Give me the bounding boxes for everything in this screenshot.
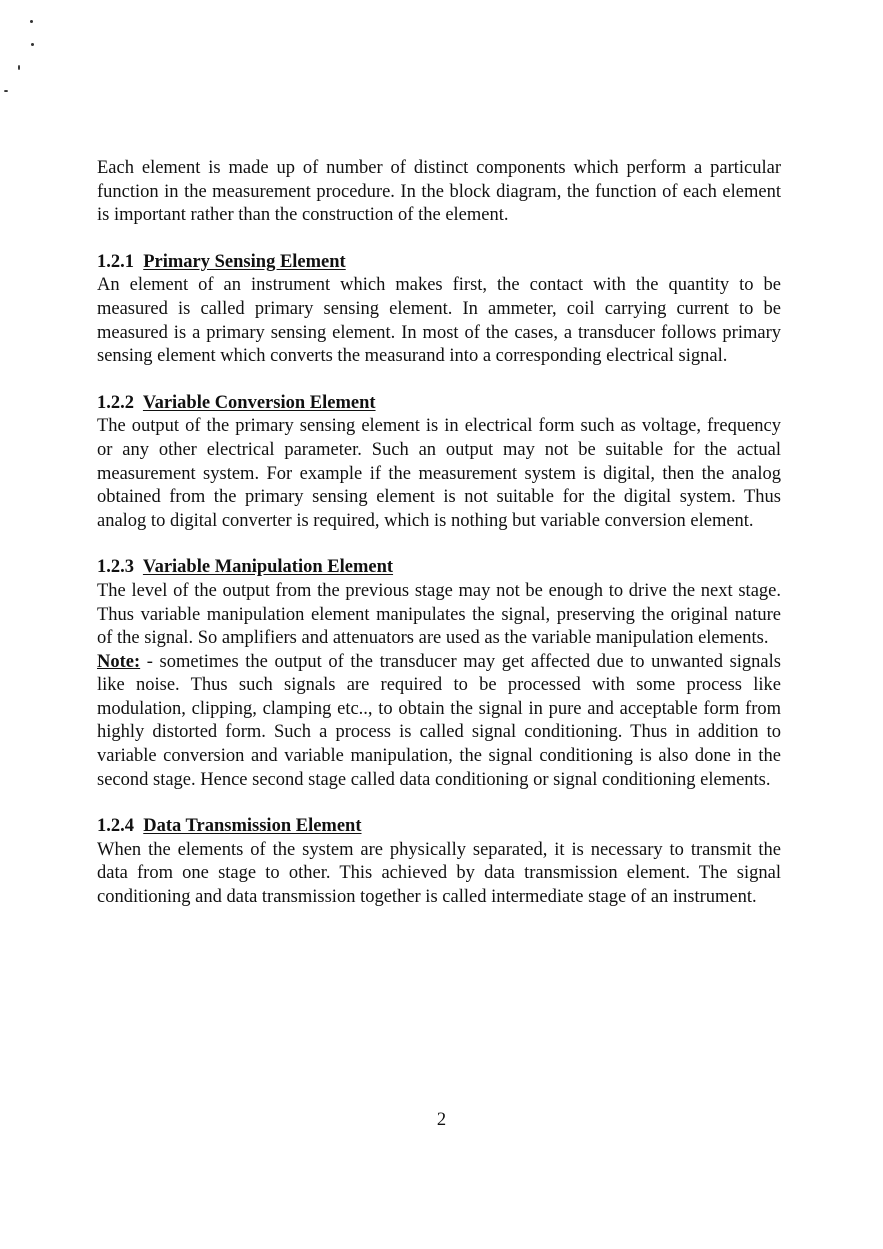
section-number: 1.2.3	[97, 557, 134, 578]
note-text: - sometimes the output of the transducer may get affected due to unwanted signals like noise. Thus such signals are required to be processed with some process like modulation, clipping, clamping etc.., to obtain the signal in pure and acceptable form from highly distorted form. Such a process is called signal conditioning. Thus in addition to variable conversion and variable manipulation, the signal conditioning is also done in the second stage. Hence second stage called data conditioning or signal conditioning elements.	[97, 651, 781, 790]
section-heading	[97, 556, 781, 580]
scan-speck	[18, 65, 20, 70]
note-paragraph	[97, 651, 781, 793]
section-title: Variable Conversion Element	[142, 392, 376, 413]
scan-speck	[31, 43, 34, 46]
section-body: The level of the output from the previous stage may not be enough to drive the next stage. Thus variable manipulation element manipulates the signal, preserving the original nature of the signal. So amplifiers and attenuators are used as the variable manipulation elements.	[97, 580, 781, 649]
page-content	[97, 157, 781, 910]
section-heading	[97, 815, 781, 839]
section-body: When the elements of the system are physically separated, it is necessary to transmit the data from one stage to other. This achieved by data transmission element. The signal conditioning and data transmission together is called intermediate stage of an instrument.	[97, 839, 781, 908]
section-number: 1.2.1	[97, 251, 134, 272]
section-body: The output of the primary sensing element is in electrical form such as voltage, frequency or any other electrical parameter. Such an output may not be suitable for the actual measurement system. For example if the measurement system is digital, then the analog obtained from the primary sensing element is not suitable for the digital system. Thus analog to digital converter is required, which is nothing but variable conversion element.	[97, 416, 781, 531]
scan-speck	[4, 90, 8, 92]
intro-paragraph: Each element is made up of number of distinct components which perform a particular function in the measurement procedure. In the block diagram, the function of each element is important rather than the construction of the element.	[97, 158, 781, 226]
section-heading	[97, 392, 781, 416]
page-number: 2	[436, 1110, 447, 1130]
section-number: 1.2.2	[97, 392, 134, 413]
section-number: 1.2.4	[97, 816, 134, 837]
section-title: Data Transmission Element	[143, 816, 362, 837]
section-heading	[97, 251, 781, 275]
note-label: Note:	[97, 651, 141, 672]
scan-speck	[30, 20, 33, 23]
section-title: Variable Manipulation Element	[142, 557, 394, 578]
section-title: Primary Sensing Element	[143, 251, 346, 272]
section-body: An element of an instrument which makes first, the contact with the quantity to be measured is called primary sensing element. In ammeter, coil carrying current to be measured is a primary sensing element. In most of the cases, a transducer follows primary sensing element which converts the measurand into a corresponding electrical signal.	[97, 275, 781, 367]
